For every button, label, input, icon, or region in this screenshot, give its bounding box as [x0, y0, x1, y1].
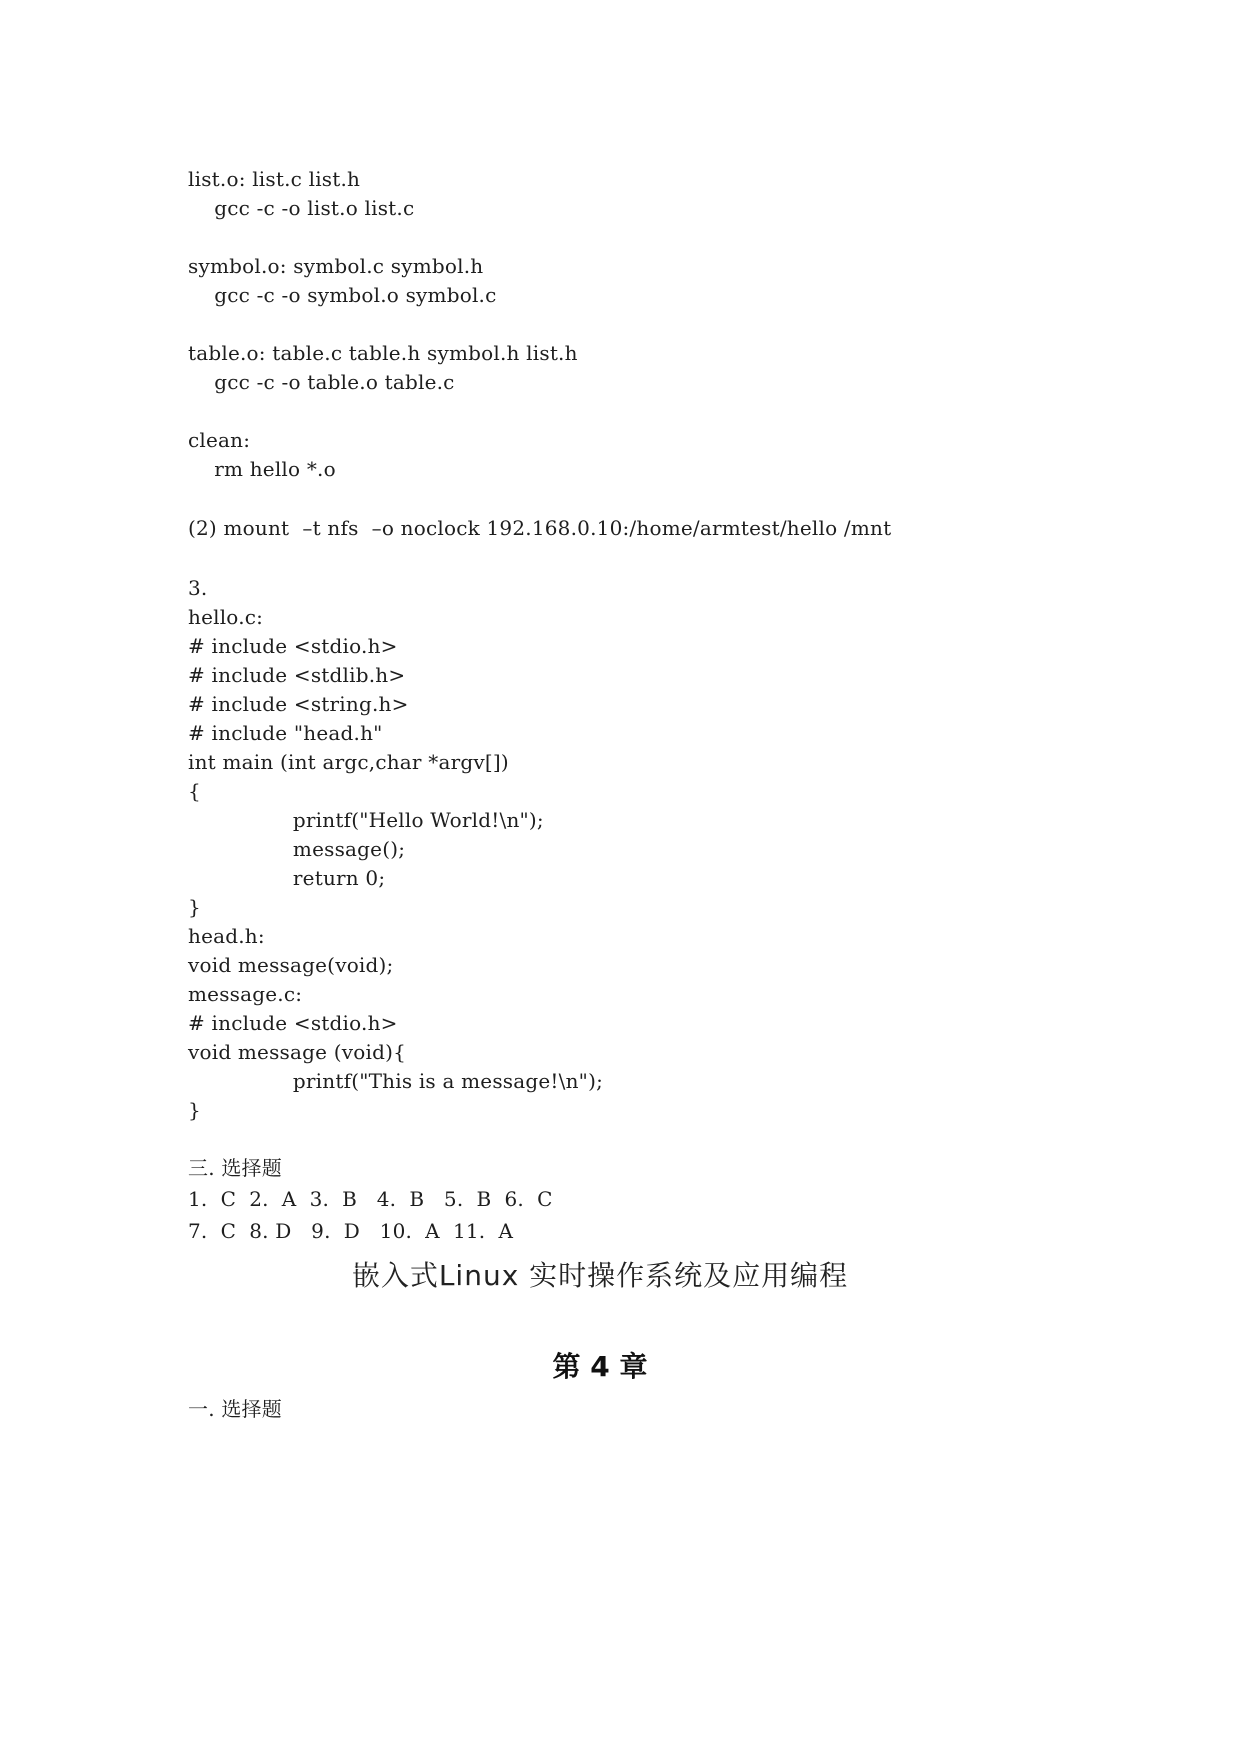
code-line: } [188, 1098, 201, 1122]
code-line: void message (void){ [188, 1040, 407, 1064]
chapter-title: 第 4 章 [552, 1350, 648, 1383]
code-line: # include <string.h> [188, 692, 409, 716]
code-line: int main (int argc,char *argv[]) [188, 750, 509, 774]
section-three-title: 三. 选择题 [188, 1156, 282, 1180]
code-line: printf("This is a message!\n"); [188, 1069, 604, 1093]
code-line: # include <stdio.h> [188, 1011, 398, 1035]
code-line: message(); [188, 837, 406, 861]
code-line: gcc -c -o symbol.o symbol.c [188, 283, 497, 307]
code-line: return 0; [188, 866, 386, 890]
code-line: rm hello *.o [188, 457, 336, 481]
code-line: clean: [188, 428, 251, 452]
code-line: symbol.o: symbol.c symbol.h [188, 254, 484, 278]
code-line: message.c: [188, 982, 303, 1006]
code-line: gcc -c -o table.o table.c [188, 370, 455, 394]
question-number: 3. [188, 576, 208, 600]
answers-row: 7. C 8. D 9. D 10. A 11. A [188, 1219, 514, 1243]
answers-row: 1. C 2. A 3. B 4. B 5. B 6. C [188, 1187, 553, 1211]
code-line: list.o: list.c list.h [188, 167, 361, 191]
code-line: # include <stdlib.h> [188, 663, 406, 687]
book-title: 嵌入式Linux 实时操作系统及应用编程 [351, 1259, 849, 1292]
code-line: hello.c: [188, 605, 264, 629]
code-line: table.o: table.c table.h symbol.h list.h [188, 341, 578, 365]
code-line: gcc -c -o list.o list.c [188, 196, 415, 220]
code-line: head.h: [188, 924, 265, 948]
code-line: printf("Hello World!\n"); [188, 808, 544, 832]
code-line: # include <stdio.h> [188, 634, 398, 658]
code-line: { [188, 779, 201, 803]
code-line: } [188, 895, 201, 919]
mount-command-line: (2) mount –t nfs –o noclock 192.168.0.10:/home/armtest/hello /mnt [188, 516, 892, 540]
code-line: void message(void); [188, 953, 394, 977]
code-line: # include "head.h" [188, 721, 383, 745]
section-one-title: 一. 选择题 [188, 1397, 282, 1421]
